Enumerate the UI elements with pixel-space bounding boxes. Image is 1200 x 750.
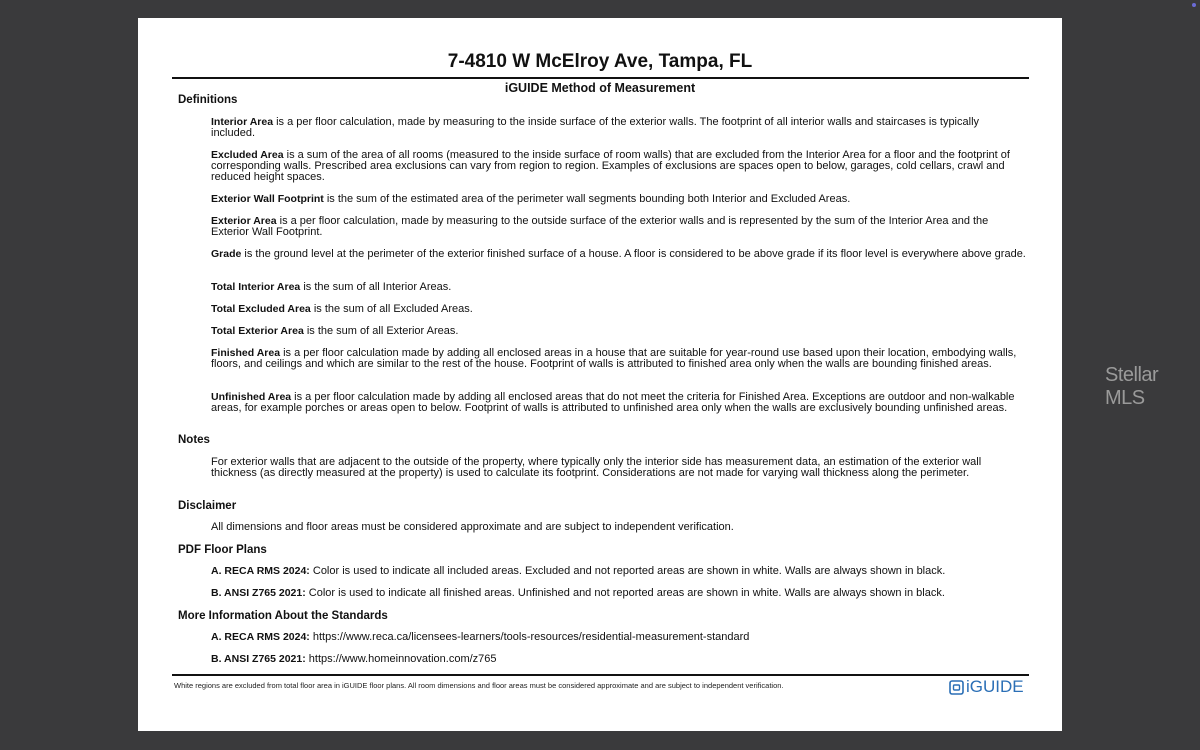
standard-link-item <box>211 654 1026 665</box>
definition-item <box>211 117 1026 139</box>
definition-term: Finished Area <box>211 347 281 359</box>
stellar-mls-watermark: Stellar MLS <box>1105 364 1159 409</box>
standard-link-item <box>211 632 1026 643</box>
pdf-item <box>211 588 1026 599</box>
definition-term: Unfinished Area <box>211 391 292 403</box>
section-heading-definitions: Definitions <box>178 94 238 106</box>
footer-note: White regions are excluded from total floor area in iGUIDE floor plans. All room dimensions and floor areas must be considered approximate and are subject to independent verification. <box>174 681 784 690</box>
disclaimer-text: All dimensions and floor areas must be considered approximate and are subject to independent verification. <box>211 521 734 533</box>
definition-item <box>211 326 1026 337</box>
standard-link-term: B. ANSI Z765 2021: <box>211 653 306 665</box>
definition-term: Interior Area <box>211 116 274 128</box>
iguide-logo-text: iGUIDE <box>966 677 1024 696</box>
definition-text: is the sum of all Excluded Areas. <box>310 303 473 315</box>
standard-link-url: https://www.reca.ca/licensees-learners/tools-resources/residential-measurement-standard <box>309 631 750 643</box>
standard-link-url: https://www.homeinnovation.com/z765 <box>305 653 497 665</box>
section-heading-pdf-floor-plans: PDF Floor Plans <box>178 544 267 556</box>
definition-text: is the sum of the estimated area of the perimeter wall segments bounding both Interior and Excluded Areas. <box>323 193 851 205</box>
iguide-logo <box>949 677 1024 697</box>
definition-term: Exterior Wall Footprint <box>211 193 324 205</box>
footer-divider <box>172 674 1029 676</box>
definition-item <box>211 282 1026 293</box>
definition-term: Grade <box>211 248 242 260</box>
section-heading-notes: Notes <box>178 434 210 446</box>
definition-item <box>211 194 1026 205</box>
definition-item <box>211 392 1026 414</box>
definition-text: is a sum of the area of all rooms (measured to the inside surface of room walls) that are excluded from the Interior Area for a floor and the footprint of corresponding walls. Prescribed area exclusions can vary from region to region. Examples of exclusions are spaces open to below, garages, cold cellars, crawl and reduced height spaces. <box>211 149 1010 183</box>
notes-text: For exterior walls that are adjacent to the outside of the property, where typically only the interior side has measurement data, an estimation of the exterior wall thickness (as directly measured at the property) is used to calculate its footprint. Considerations are not made for varying wall thickness along the perimeter. <box>211 456 982 479</box>
iguide-logo-icon <box>949 680 964 695</box>
definition-item <box>211 304 1026 315</box>
page-subtitle: iGUIDE Method of Measurement <box>504 81 696 95</box>
section-heading-disclaimer: Disclaimer <box>178 500 237 512</box>
definition-text: is the sum of all Interior Areas. <box>300 281 452 293</box>
definition-item <box>211 249 1026 260</box>
pdf-item <box>211 566 1026 577</box>
definition-term: Total Interior Area <box>211 281 301 293</box>
standard-link-term: A. RECA RMS 2024: <box>211 631 310 643</box>
page-title: 7-4810 W McElroy Ave, Tampa, FL <box>447 51 753 72</box>
pdf-item-text: Color is used to indicate all finished areas. Unfinished and not reported areas are shown in white. Walls are always shown in black. <box>305 587 945 599</box>
document-page <box>138 18 1062 731</box>
definition-text: is a per floor calculation, made by measuring to the outside surface of the exterior walls and is represented by the sum of the Interior Area and the Exterior Wall Footprint. <box>211 215 989 238</box>
section-heading-more-information: More Information About the Standards <box>178 610 388 622</box>
window-indicator-dot <box>1192 3 1196 7</box>
definition-text: is a per floor calculation made by adding all enclosed areas in a house that are suitable for year-round use based upon their location, embodying walls, floors, and ceilings and which are similar to the rest of the house. Footprint of walls is attributed to finished area only when the walls are bounding finished areas. <box>211 347 1017 370</box>
definition-term: Excluded Area <box>211 149 284 161</box>
definition-item <box>211 150 1026 182</box>
definition-term: Total Excluded Area <box>211 303 311 315</box>
definition-term: Total Exterior Area <box>211 325 304 337</box>
definition-text: is a per floor calculation, made by measuring to the inside surface of the exterior walls. The footprint of all interior walls and staircases is typically included. <box>211 116 980 139</box>
definition-text: is the sum of all Exterior Areas. <box>303 325 459 337</box>
definition-text: is the ground level at the perimeter of the exterior finished surface of a house. A floor is considered to be above grade if its floor level is everywhere above grade. <box>241 248 1026 260</box>
pdf-item-term: A. RECA RMS 2024: <box>211 565 310 577</box>
definition-term: Exterior Area <box>211 215 277 227</box>
pdf-item-term: B. ANSI Z765 2021: <box>211 587 306 599</box>
definition-item <box>211 348 1026 370</box>
title-divider <box>172 77 1029 79</box>
definition-text: is a per floor calculation made by adding all enclosed areas that do not meet the criteria for Finished Area. Exceptions are outdoor and non-walkable areas, for example porches or areas open to below. Footprint of walls is attributed to unfinished area only when the walls are exclusively bounding unfinished areas. <box>211 391 1015 414</box>
definition-item <box>211 216 1026 238</box>
pdf-item-text: Color is used to indicate all included areas. Excluded and not reported areas are shown in white. Walls are always shown in black. <box>309 565 946 577</box>
